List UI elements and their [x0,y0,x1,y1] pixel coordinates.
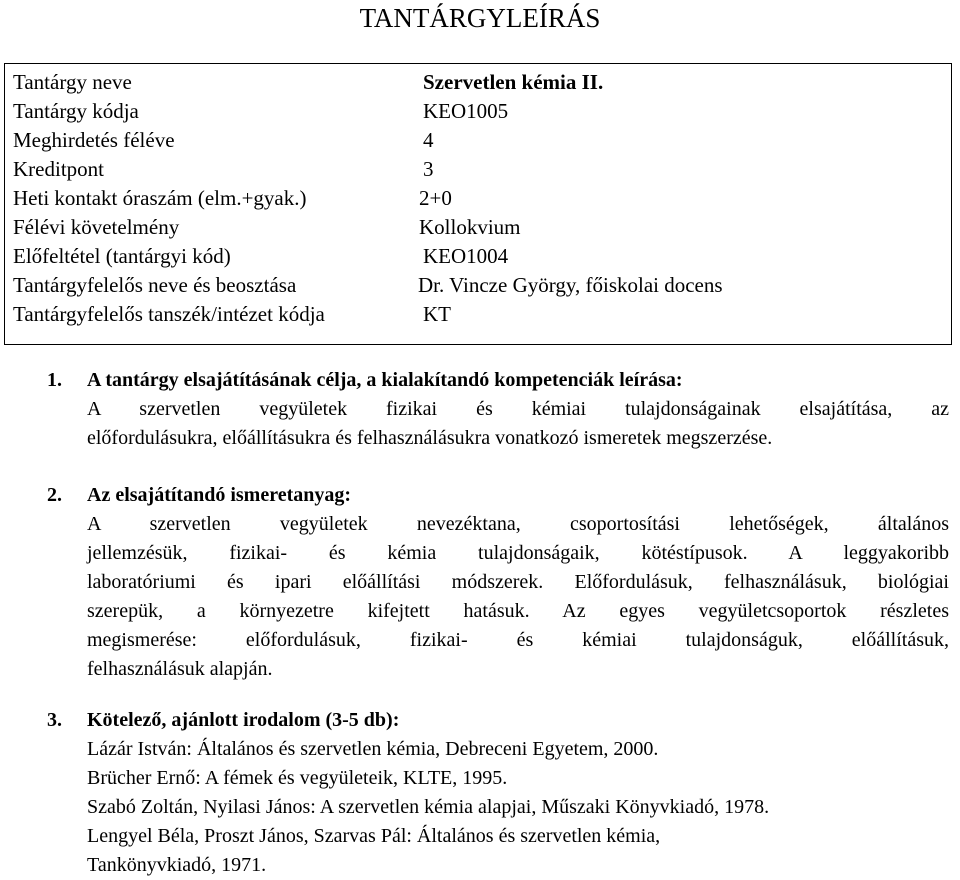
paragraph-line: laboratóriumi és ipari előállítási módszerek. Előfordulásuk, felhasználásuk, biológiai [87,571,949,593]
paragraph-line: előfordulásukra, előállításukra és felhasználásukra vonatkozó ismeretek megszerzése. [87,427,773,449]
info-label: Tantárgyfelelős neve és beosztása [13,273,297,297]
section-heading: Az elsajátítandó ismeretanyag: [87,484,352,506]
reference-item: Lengyel Béla, Proszt János, Szarvas Pál: Általános és szervetlen kémia, [87,825,661,847]
section-number: 1. [47,369,62,391]
section-heading: A tantárgy elsajátításának célja, a kialakítandó kompetenciák leírása: [87,369,683,391]
reference-list [87,735,949,880]
paragraph-line: szerepük, a környezetre kifejtett hatásuk. Az egyes vegyületcsoportok részletes [87,600,949,622]
section-number: 3. [47,709,62,731]
reference-item: Tankönyvkiadó, 1971. [87,854,267,876]
info-label: Félévi követelmény [13,215,180,239]
info-value: 4 [423,128,434,152]
reference-item: Brücher Ernő: A fémek és vegyületeik, KLTE, 1995. [87,767,508,789]
info-label: Tantárgy kódja [13,99,139,123]
info-label: Heti kontakt óraszám (elm.+gyak.) [13,186,307,210]
paragraph-line: jellemzésük, fizikai- és kémia tulajdonságaik, kötéstípusok. A leggyakoribb [87,542,949,564]
paragraph-line: megismerése: előfordulásuk, fizikai- és kémiai tulajdonságuk, előállításuk, [87,629,949,651]
info-value: 2+0 [419,186,452,210]
course-info-table [4,63,952,345]
info-label: Előfeltétel (tantárgyi kód) [13,244,231,268]
reference-item: Lázár István: Általános és szervetlen kémia, Debreceni Egyetem, 2000. [87,738,659,760]
info-label: Tantárgy neve [13,70,132,94]
info-value: KT [423,302,451,326]
page-title: TANTÁRGYLEÍRÁS [359,3,601,33]
section-body [87,395,949,453]
info-label: Kreditpont [13,157,104,181]
info-value: Kollokvium [419,215,521,239]
section-body [87,510,949,684]
info-value: Szervetlen kémia II. [423,70,604,94]
paragraph-line: felhasználásuk alapján. [87,658,273,680]
info-label: Tantárgyfelelős tanszék/intézet kódja [13,302,325,326]
info-value: KEO1004 [423,244,509,268]
info-value: KEO1005 [423,99,509,123]
paragraph-line: A szervetlen vegyületek fizikai és kémiai tulajdonságainak elsajátítása, az [87,398,949,420]
section-number: 2. [47,484,62,506]
info-value: Dr. Vincze György, főiskolai docens [418,273,723,297]
reference-item: Szabó Zoltán, Nyilasi János: A szervetlen kémia alapjai, Műszaki Könyvkiadó, 1978. [87,796,770,818]
info-label: Meghirdetés féléve [13,128,175,152]
info-value: 3 [423,157,434,181]
section-heading: Kötelező, ajánlott irodalom (3-5 db): [87,709,400,731]
paragraph-line: A szervetlen vegyületek nevezéktana, csoportosítási lehetőségek, általános [87,513,949,535]
